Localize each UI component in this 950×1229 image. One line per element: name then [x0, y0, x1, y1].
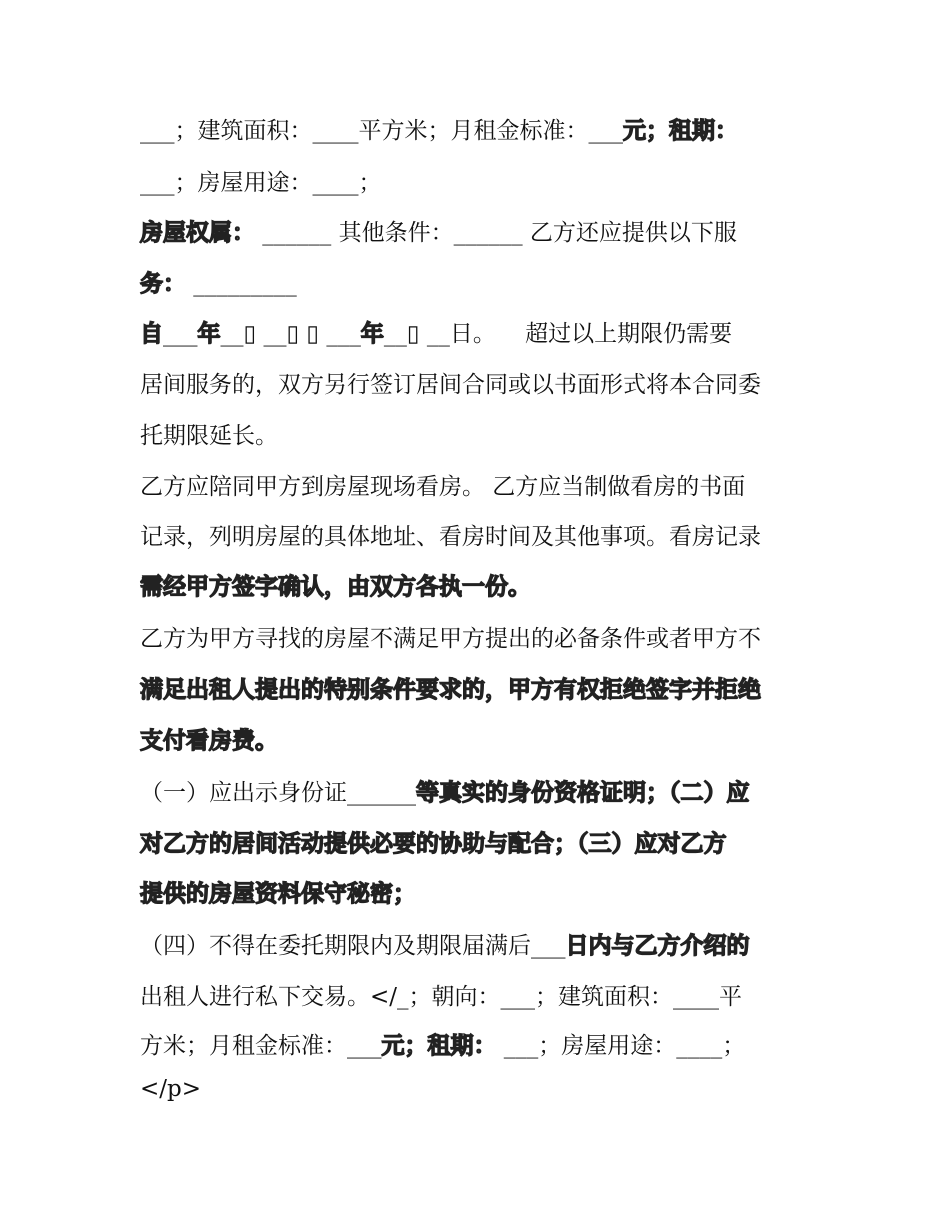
- text-line: [140, 168, 382, 198]
- text-line: [140, 472, 745, 502]
- text-line: [140, 218, 737, 248]
- text-line: [140, 572, 531, 602]
- text-line: [140, 778, 750, 808]
- outlined-text-segment: 房屋权属：: [140, 220, 255, 246]
- text-line: [140, 522, 761, 552]
- text-segment: ______ 其他条件：______ 乙方还应提供以下服: [255, 220, 737, 246]
- text-segment: 居间服务的，双方另行签订居间合同或以书面形式将本合同委: [140, 372, 761, 398]
- text-line: [140, 1074, 201, 1104]
- text-segment: ___: [163, 321, 198, 347]
- text-segment: 乙方应陪同甲方到房屋现场看房。 乙方应当制做看房的书面: [140, 474, 746, 500]
- text-line: [140, 421, 278, 451]
- outlined-text-segment: 自: [140, 321, 163, 347]
- text-segment: </p>: [140, 1076, 202, 1102]
- text-line: [140, 931, 750, 961]
- outlined-text-segment: 等真实的身份资格证明；（二）应: [416, 780, 750, 806]
- text-segment: __▯ __▯ ▯ ___: [220, 321, 361, 347]
- text-segment: 出租人进行私下交易。</_；朝向：___；建筑面积：____平: [140, 984, 743, 1010]
- text-segment: __▯ __日。 超过以上期限仍需要: [383, 321, 733, 347]
- text-line: [140, 879, 416, 909]
- text-segment: _________: [186, 271, 297, 297]
- outlined-text-segment: 年: [360, 321, 384, 347]
- text-segment: 乙方为甲方寻找的房屋不满足甲方提出的必备条件或者甲方不: [140, 626, 761, 652]
- text-segment: ___；房屋用途：____；: [140, 170, 382, 196]
- text-line: [140, 624, 761, 654]
- outlined-text-segment: 年: [197, 321, 221, 347]
- outlined-text-segment: 元；租期：: [623, 118, 738, 144]
- outlined-text-segment: 需经甲方签字确认，由双方各执一份。: [140, 574, 531, 600]
- text-line: [140, 829, 727, 859]
- text-segment: 托期限延长。: [140, 423, 278, 449]
- text-line: [140, 370, 761, 400]
- text-line: [140, 319, 732, 349]
- text-line: [140, 269, 297, 299]
- text-segment: ___；房屋用途：____；: [496, 1033, 746, 1059]
- text-segment: ___；建筑面积：____平方米；月租金标准：___: [140, 118, 623, 144]
- text-line: [140, 116, 738, 146]
- text-line: [140, 1031, 745, 1061]
- outlined-text-segment: 务：: [140, 271, 186, 297]
- outlined-text-segment: 提供的房屋资料保守秘密；: [140, 881, 416, 907]
- text-segment: （一）应出示身份证______: [140, 780, 416, 806]
- text-line: [140, 726, 278, 756]
- outlined-text-segment: 满足出租人提出的特别条件要求的，甲方有权拒绝签字并拒绝: [140, 677, 761, 703]
- text-line: [140, 982, 742, 1012]
- outlined-text-segment: 元；租期：: [381, 1033, 497, 1059]
- text-segment: 记录，列明房屋的具体地址、看房时间及其他事项。看房记录: [140, 524, 761, 550]
- outlined-text-segment: 对乙方的居间活动提供必要的协助与配合；（三）应对乙方: [140, 831, 727, 857]
- outlined-text-segment: 支付看房费。: [140, 728, 278, 754]
- outlined-text-segment: 日内与乙方介绍的: [565, 933, 750, 959]
- text-segment: 方米；月租金标准：___: [140, 1033, 382, 1059]
- text-line: [140, 675, 761, 705]
- text-segment: （四）不得在委托期限内及期限届满后___: [140, 933, 566, 959]
